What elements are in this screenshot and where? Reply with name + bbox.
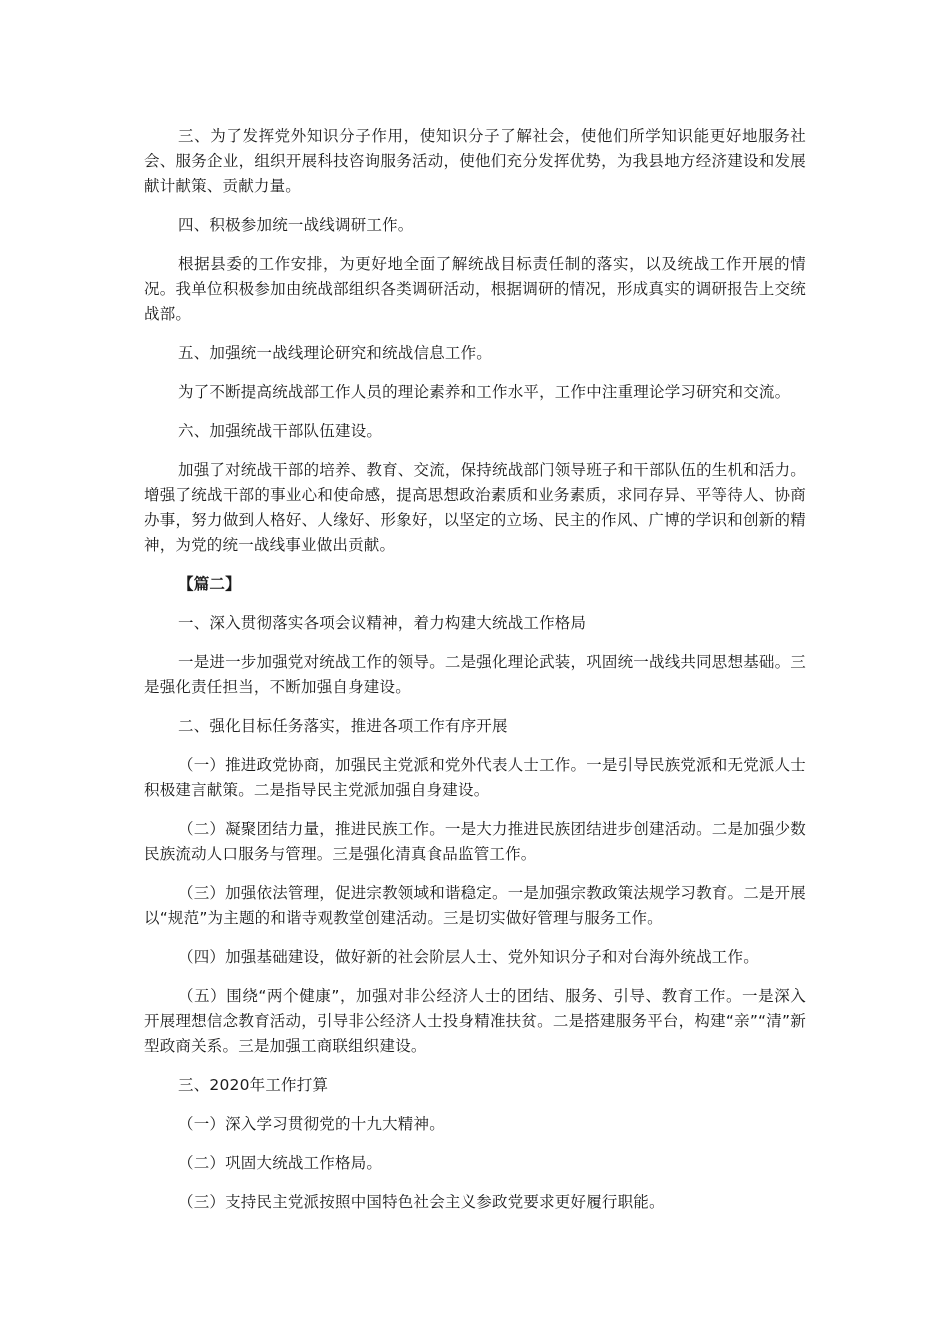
heading-target-tasks: 二、强化目标任务落实，推进各项工作有序开展 (178, 717, 508, 735)
paragraph-religious-affairs: （三）加强依法管理，促进宗教领域和谐稳定。一是加强宗教政策法规学习教育。二是开展以“规范”为主题的和谐寺观教堂创建活动。三是切实做好管理与服务工作。 (144, 884, 807, 927)
paragraph-party-consultation: （一）推进政党协商，加强民主党派和党外代表人士工作。一是引导民族党派和无党派人士积极建言献策。二是指导民主党派加强自身建设。 (144, 756, 807, 799)
paragraph-ethnic-work: （二）凝聚团结力量，推进民族工作。一是大力推进民族团结进步创建活动。二是加强少数民族流动人口服务与管理。三是强化清真食品监管工作。 (144, 820, 807, 863)
paragraph-basic-construction: （四）加强基础建设，做好新的社会阶层人士、党外知识分子和对台海外统战工作。 (178, 948, 759, 966)
paragraph-meeting-spirit: 一是进一步加强党对统战工作的领导。二是强化理论武装，巩固统一战线共同思想基础。三是强化责任担当，不断加强自身建设。 (144, 653, 807, 696)
document-body (144, 124, 806, 1229)
paragraph-plan-item-3: （三）支持民主党派按照中国特色社会主义参政党要求更好履行职能。 (178, 1193, 665, 1211)
paragraph-theory-research: 为了不断提高统战部工作人员的理论素养和工作水平，工作中注重理论学习研究和交流。 (178, 383, 791, 401)
paragraph-plan-item-2: （二）巩固大统战工作格局。 (178, 1154, 383, 1172)
paragraph-cadre-team: 加强了对统战干部的培养、教育、交流，保持统战部门领导班子和干部队伍的生机和活力。增强了统战干部的事业心和使命感，提高思想政治素质和业务素质，求同存异、平等待人、协商办事，努力做到人格好、人缘好、形象好，以坚定的立场、民主的作风、广博的学识和创新的精神，为党的统一战线事业做出贡献。 (144, 461, 807, 554)
section-mark-part-two: 【篇二】 (178, 575, 241, 593)
heading-research-work: 四、积极参加统一战线调研工作。 (178, 216, 414, 234)
heading-theory-research: 五、加强统一战线理论研究和统战信息工作。 (178, 344, 493, 362)
paragraph-knowledge-intellectuals: 三、为了发挥党外知识分子作用，使知识分子了解社会，使他们所学知识能更好地服务社会、服务企业，组织开展科技咨询服务活动，使他们充分发挥优势，为我县地方经济建设和发展献计献策、贡献力量。 (144, 127, 806, 195)
heading-meeting-spirit: 一、深入贯彻落实各项会议精神，着力构建大统战工作格局 (178, 614, 587, 632)
heading-2020-plan: 三、2020年工作打算 (178, 1076, 329, 1094)
paragraph-non-public-economy: （五）围绕“两个健康”，加强对非公经济人士的团结、服务、引导、教育工作。一是深入开展理想信念教育活动，引导非公经济人士投身精准扶贫。二是搭建服务平台，构建“亲”“清”新型政商关系。三是加强工商联组织建设。 (144, 987, 806, 1055)
paragraph-research-work: 根据县委的工作安排，为更好地全面了解统战目标责任制的落实，以及统战工作开展的情况。我单位积极参加由统战部组织各类调研活动，根据调研的情况，形成真实的调研报告上交统战部。 (144, 255, 806, 323)
heading-cadre-team: 六、加强统战干部队伍建设。 (178, 422, 383, 440)
paragraph-plan-item-1: （一）深入学习贯彻党的十九大精神。 (178, 1115, 445, 1133)
